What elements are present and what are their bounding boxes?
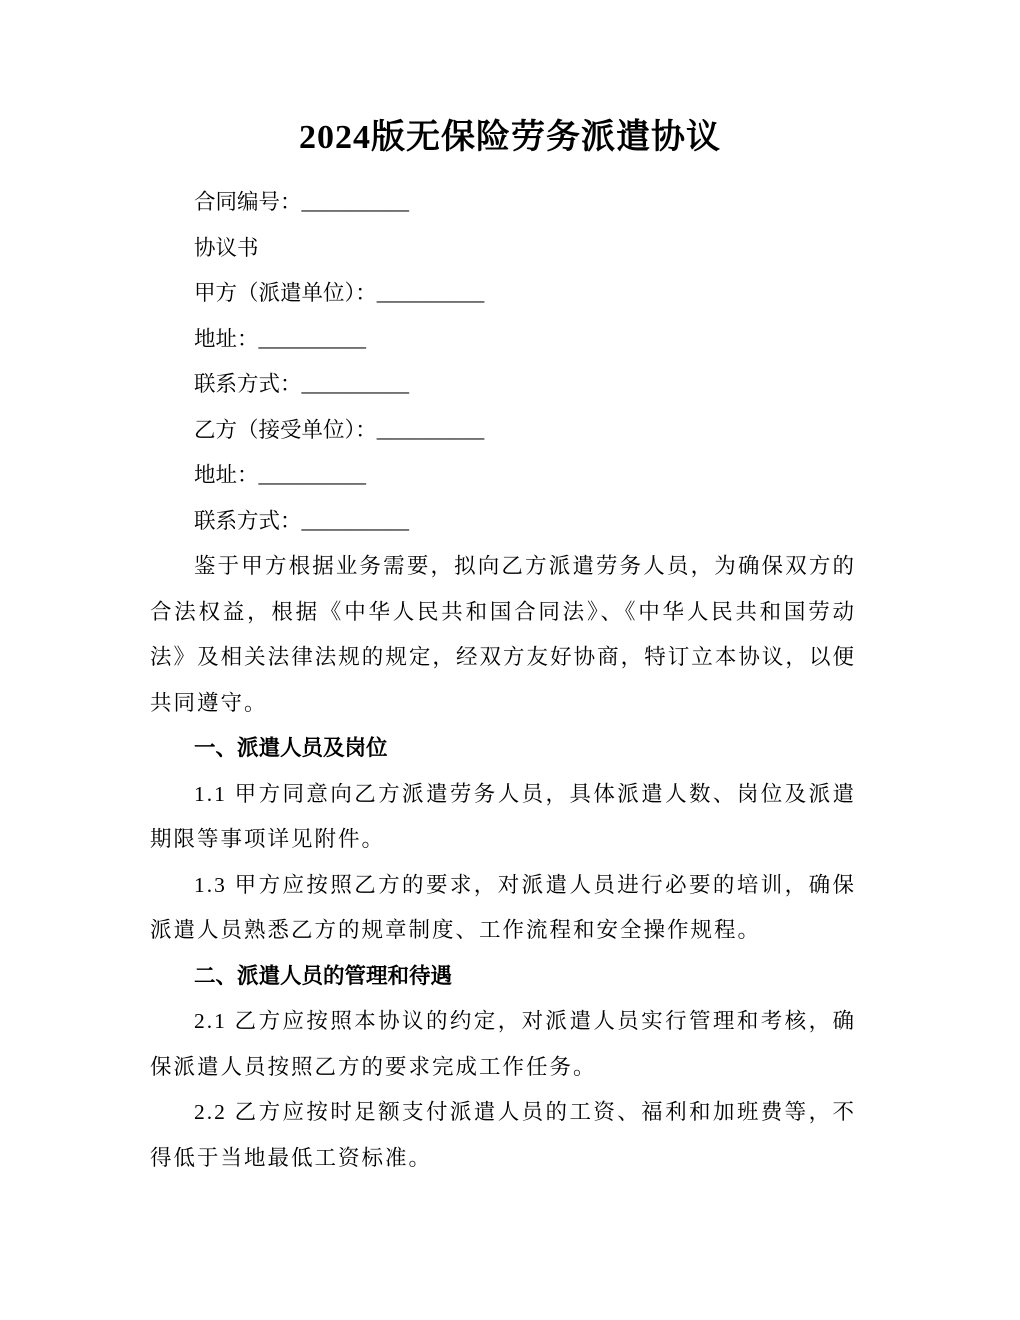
document-body bbox=[150, 180, 856, 1181]
party-b-contact-field: 联系方式：__________ bbox=[194, 508, 410, 533]
section-2-heading: 二、派遣人员的管理和待遇 bbox=[194, 963, 453, 988]
clause-1-3-paragraph: 1.3 甲方应按照乙方的要求，对派遣人员进行必要的培训，确保派遣人员熟悉乙方的规章制度、工作流程和安全操作规程。 bbox=[150, 872, 856, 942]
contract-number-field: 合同编号：__________ bbox=[194, 190, 410, 214]
clause-2-2-paragraph: 2.2 乙方应按时足额支付派遣人员的工资、福利和加班费等，不得低于当地最低工资标准。 bbox=[150, 1100, 856, 1170]
document-subtitle: 协议书 bbox=[194, 235, 259, 260]
section-1-heading: 一、派遣人员及岗位 bbox=[194, 736, 388, 760]
party-a-address-field: 地址：__________ bbox=[194, 326, 367, 351]
clause-2-1-paragraph: 2.1 乙方应按照本协议的约定，对派遣人员实行管理和考核，确保派遣人员按照乙方的要求完成工作任务。 bbox=[150, 1009, 856, 1079]
party-b-name-field: 乙方（接受单位）：__________ bbox=[194, 417, 485, 442]
party-a-contact-field: 联系方式：__________ bbox=[194, 372, 410, 396]
clause-1-1-paragraph: 1.1 甲方同意向乙方派遣劳务人员，具体派遣人数、岗位及派遣期限等事项详见附件。 bbox=[150, 781, 856, 851]
party-b-address-field: 地址：__________ bbox=[194, 463, 367, 487]
preamble-paragraph: 鉴于甲方根据业务需要，拟向乙方派遣劳务人员，为确保双方的合法权益，根据《中华人民共和国合同法》、《中华人民共和国劳动法》及相关法律法规的规定，经双方友好协商，特订立本协议，以便共同遵守。 bbox=[150, 554, 856, 715]
party-a-name-field: 甲方（派遣单位）：__________ bbox=[194, 281, 485, 305]
document-title: 2024版无保险劳务派遣协议 bbox=[299, 119, 721, 156]
